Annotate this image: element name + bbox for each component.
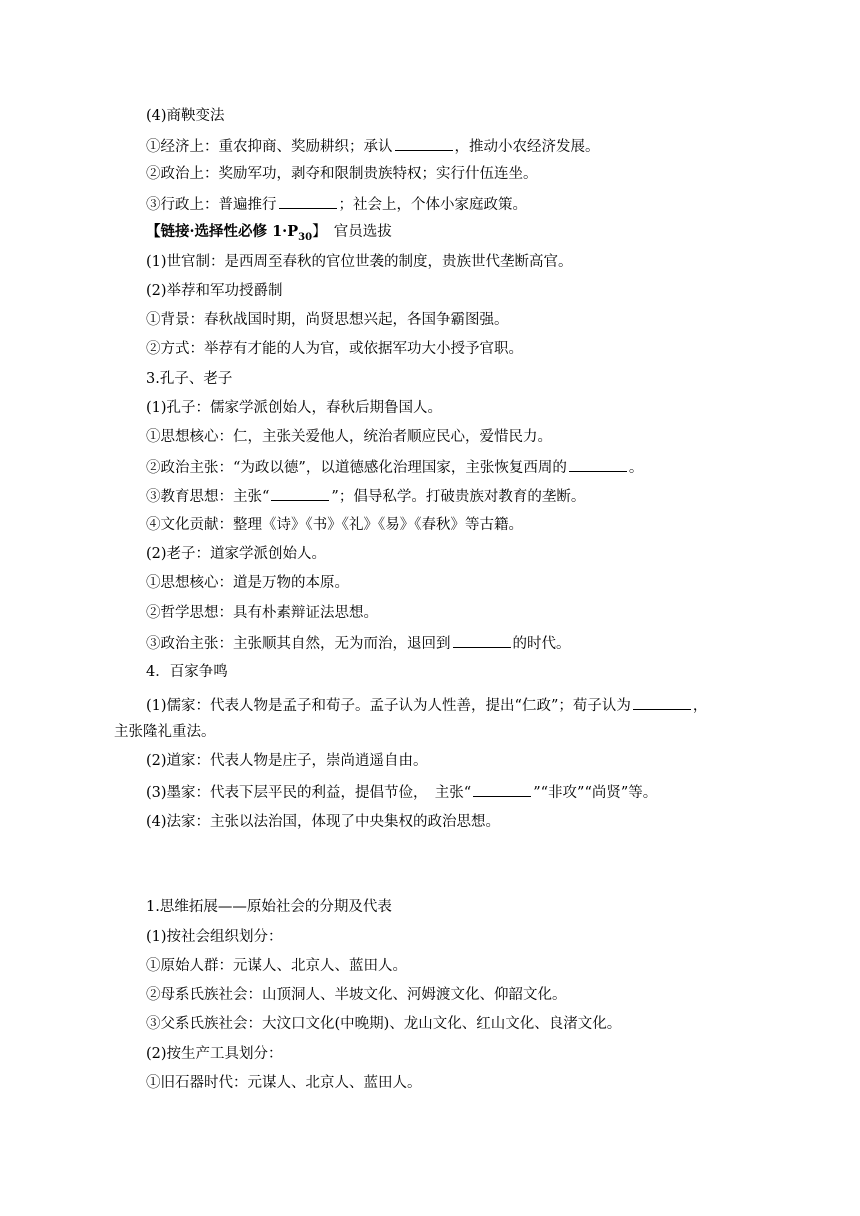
text: ②方式：举荐有才能的人为官，或依据军功大小授予官职。 xyxy=(146,341,523,357)
paragraph-confucius xyxy=(146,398,442,418)
paragraph-shiguan xyxy=(146,252,573,272)
text: ②哲学思想：具有朴素辩证法思想。 xyxy=(146,605,378,621)
text: 】 官员选拔 xyxy=(312,224,392,240)
paragraph-culture xyxy=(146,515,523,535)
text: ③政治主张：主张顺其自然，无为而治，退回到 xyxy=(146,636,451,652)
paragraph-matriarchal xyxy=(146,985,567,1005)
text: ④文化贡献：整理《诗》《书》《礼》《易》《春秋》等古籍。 xyxy=(146,517,523,533)
text: (4)商鞅变法 xyxy=(146,108,225,124)
paragraph-taoism xyxy=(146,751,428,771)
paragraph-primitive-group xyxy=(146,956,407,976)
text: (2)道家：代表人物是庄子，崇尚逍遥自由。 xyxy=(146,753,428,769)
text: (1)孔子：儒家学派创始人，春秋后期鲁国人。 xyxy=(146,400,443,416)
section-title-confucius-laozi xyxy=(146,369,232,389)
paragraph-legalism xyxy=(146,812,500,832)
text: ③教育思想：主张“ xyxy=(146,489,270,505)
text: 。 xyxy=(628,460,644,476)
text: ③父系氏族社会：大汶口文化(中晚期)、龙山文化、红山文化、良渚文化。 xyxy=(146,1016,622,1032)
section-title-hundred-schools xyxy=(146,662,228,682)
fill-blank xyxy=(473,781,531,797)
text: ①旧石器时代：元谋人、北京人、蓝田人。 xyxy=(146,1075,422,1091)
paragraph-social-org xyxy=(146,927,283,947)
text: (3)墨家：代表下层平民的利益，提倡节俭， 主张“ xyxy=(146,785,472,801)
text: (2)按生产工具划分： xyxy=(146,1046,283,1062)
section-title-primitive-society xyxy=(146,897,392,917)
paragraph-dao xyxy=(146,573,349,593)
fill-blank xyxy=(633,694,691,710)
text: 4．百家争鸣 xyxy=(146,664,228,680)
text: ”；倡导私学。打破贵族对教育的垄断。 xyxy=(331,489,586,505)
fill-blank xyxy=(271,485,329,501)
fill-blank xyxy=(395,135,453,151)
paragraph-education xyxy=(146,485,585,507)
text: (1)儒家：代表人物是孟子和荀子。孟子认为人性善，提出“仁政”；荀子认为 xyxy=(146,698,631,714)
text: ①背景：春秋战国时期，尚贤思想兴起，各国争霸图强。 xyxy=(146,312,509,328)
paragraph-political xyxy=(146,164,538,184)
text: 1.思维拓展——原始社会的分期及代表 xyxy=(146,899,392,915)
paragraph-method xyxy=(146,339,523,359)
paragraph-philosophy xyxy=(146,603,378,623)
text: ①思想核心：道是万物的本原。 xyxy=(146,575,349,591)
paragraph-confucianism xyxy=(146,694,707,716)
fill-blank xyxy=(279,193,337,209)
paragraph-paleolithic xyxy=(146,1073,422,1093)
text: ；社会上，个体小家庭政策。 xyxy=(338,197,527,213)
paragraph-patriarchal xyxy=(146,1014,621,1034)
fill-blank xyxy=(569,456,627,472)
text: ①思想核心：仁，主张关爱他人，统治者顺应民心，爱惜民力。 xyxy=(146,429,552,445)
paragraph-administrative xyxy=(146,193,527,215)
text: ②政治上：奖励军功，剥夺和限制贵族特权；实行什伍连坐。 xyxy=(146,166,538,182)
paragraph-laozi xyxy=(146,544,326,564)
section-title-shang-yang xyxy=(146,106,225,126)
paragraph-economic xyxy=(146,135,600,157)
text: ②政治主张：“为政以德”，以道德感化治理国家，主张恢复西周的 xyxy=(146,460,567,476)
text: 3.孔子、老子 xyxy=(146,371,233,387)
paragraph-tools xyxy=(146,1044,283,1064)
text: (1)按社会组织划分： xyxy=(146,929,283,945)
text: ②母系氏族社会：山顶洞人、半坡文化、河姆渡文化、仰韶文化。 xyxy=(146,987,567,1003)
text: ③行政上：普遍推行 xyxy=(146,197,277,213)
text: (4)法家：主张以法治国，体现了中央集权的政治思想。 xyxy=(146,814,501,830)
text: (1)世官制：是西周至春秋的官位世袭的制度，贵族世代垄断高官。 xyxy=(146,254,573,270)
paragraph-background xyxy=(146,310,509,330)
paragraph-ren xyxy=(146,427,552,447)
link-heading xyxy=(146,222,392,248)
paragraph-laozi-politics xyxy=(146,632,571,654)
paragraph-recommend xyxy=(146,281,283,301)
paragraph-mohism xyxy=(146,781,657,803)
text: 【链接·选择性必修 1·P xyxy=(146,223,299,240)
fill-blank xyxy=(453,632,511,648)
paragraph-confucianism-cont xyxy=(114,722,216,742)
text: 主张隆礼重法。 xyxy=(114,724,216,740)
text: ， xyxy=(692,698,708,714)
page-subscript: 30 xyxy=(298,231,313,243)
text: 的时代。 xyxy=(512,636,571,652)
text: ①经济上：重农抑商、奖励耕织；承认 xyxy=(146,139,393,155)
paragraph-politics xyxy=(146,456,643,478)
text: ，推动小农经济发展。 xyxy=(454,139,600,155)
text: (2)老子：道家学派创始人。 xyxy=(146,546,327,562)
text: (2)举荐和军功授爵制 xyxy=(146,283,283,299)
text: ①原始人群：元谋人、北京人、蓝田人。 xyxy=(146,958,407,974)
text: ”“非攻”“尚贤”等。 xyxy=(533,785,658,801)
